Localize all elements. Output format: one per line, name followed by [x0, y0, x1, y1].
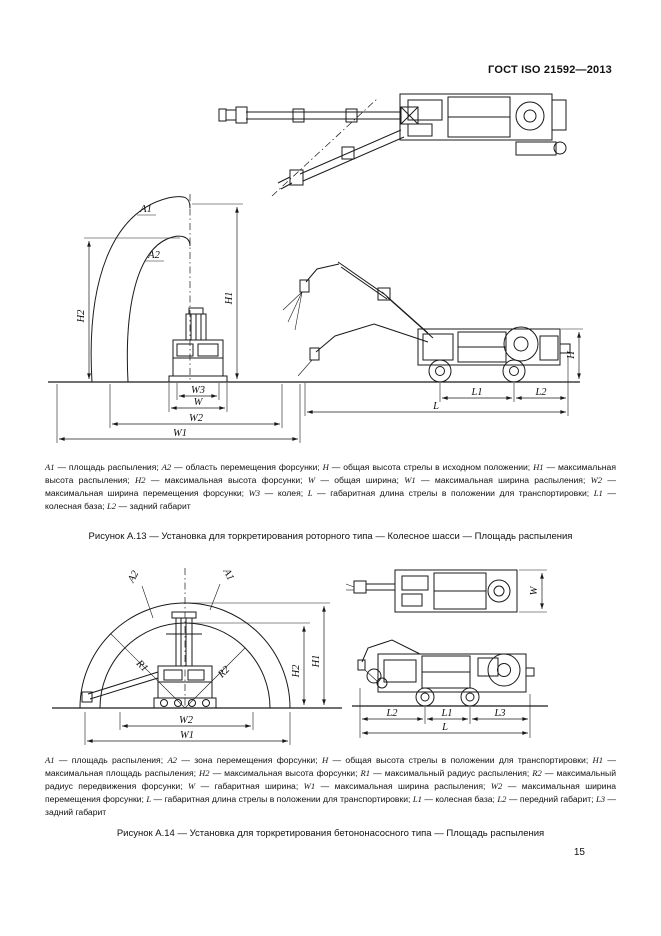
legend-desc: — задний габарит	[116, 500, 191, 511]
spray-area-profile-a13	[91, 194, 190, 382]
machine-side-view-a13	[283, 262, 570, 382]
dim-label-w2-a13: W2	[189, 413, 203, 424]
dim-label-w-a14: W	[529, 586, 540, 596]
legend-desc: — максимальная высота форсунки;	[209, 767, 361, 778]
figure-a13-caption: Рисунок А.13 — Установка для торкретирования роторного типа — Колесное шасси — Площадь распыления	[88, 531, 573, 542]
page-header: ГОСТ ISO 21592—2013	[488, 64, 612, 76]
width-dimensions-a13	[57, 383, 300, 443]
figure-a14-caption: Рисунок А.14 — Установка для торкретирования бетононасосного типа — Площадь распыления	[116, 828, 545, 839]
legend-desc: — общая ширина;	[315, 474, 405, 485]
dim-label-h2-a14: H2	[291, 664, 302, 678]
legend-desc: — общая высота стрелы в исходном положении;	[328, 462, 534, 472]
dim-label-w2-a14: W2	[179, 715, 193, 726]
dim-label-w-a13: W	[193, 397, 203, 408]
legend-desc: — максимальная ширина перемещения форсунки;	[45, 474, 616, 498]
dim-label-l2-a13: L2	[535, 387, 547, 398]
tunnel-profile-a14	[52, 568, 342, 708]
legend-desc: — область перемещения форсунки;	[171, 462, 323, 472]
legend-term: W2	[490, 780, 503, 791]
legend-term: R1	[360, 767, 371, 778]
dim-label-l-a14: L	[442, 722, 448, 733]
legend-desc: — габаритная длина стрелы в положении для транспортировки;	[151, 793, 413, 804]
dim-label-w3-a13: W3	[191, 385, 205, 396]
legend-desc: — габаритная ширина;	[195, 780, 304, 791]
legend-desc: — габаритная длина стрелы в положении для транспортировки;	[312, 487, 594, 498]
legend-term: H2	[135, 474, 146, 485]
dim-label-l3-a14: L3	[494, 708, 506, 719]
legend-desc: — колея;	[260, 487, 308, 498]
machine-top-view-a13	[219, 94, 566, 196]
legend-desc: — площадь распыления;	[54, 462, 162, 472]
dim-label-a2-a13: A2	[148, 250, 160, 261]
legend-term: W	[188, 780, 196, 791]
dim-label-l-a13: L	[433, 401, 439, 412]
dim-label-h1-a13: H1	[224, 291, 235, 305]
legend-term: H1	[592, 755, 604, 765]
dim-label-h1-a14: H1	[311, 654, 322, 668]
dim-label-l1-a13: L1	[471, 387, 483, 398]
legend-term: A1	[45, 755, 55, 765]
legend-term: R2	[532, 767, 542, 778]
legend-term: H	[322, 462, 329, 472]
legend-term: L1	[412, 793, 422, 804]
dim-label-l1-a14: L1	[441, 708, 453, 719]
height-dimensions-a14	[186, 603, 330, 705]
legend-term: W2	[590, 474, 603, 485]
dim-label-w1-a13: W1	[173, 428, 187, 439]
legend-desc: — максимальный радиус распыления;	[370, 767, 533, 778]
legend-term: L	[307, 487, 313, 498]
dim-label-a2-a14: A2	[126, 569, 142, 585]
legend-desc: — максимальная высота распыления;	[45, 462, 616, 485]
legend-term: W3	[248, 487, 261, 498]
machine-top-view-a14	[346, 570, 517, 612]
legend-term: L1	[593, 487, 603, 498]
legend-desc: — зона перемещения форсунки;	[176, 755, 322, 765]
machine-side-view-a14	[352, 640, 548, 706]
dim-label-h2-a13: H2	[76, 309, 87, 323]
legend-desc: — колесная база;	[421, 793, 498, 804]
legend-term: W1	[303, 780, 316, 791]
legend-desc: — максимальная ширина перемещения форсунки;	[45, 780, 616, 804]
overall-width-dimension-a14	[519, 570, 547, 612]
legend-desc: — максимальная ширина распыления;	[415, 474, 591, 485]
figure-a13-legend	[45, 461, 616, 513]
legend-term: H	[321, 755, 329, 765]
legend-desc: — максимальная высота форсунки;	[145, 474, 308, 485]
legend-desc: — максимальный радиус передвижения форсунки;	[45, 767, 617, 791]
profile-area-labels-a13	[137, 204, 164, 261]
width-dimensions-a14	[85, 712, 290, 745]
machine-front-view-a14	[82, 612, 216, 708]
dim-label-r1-a14: R1	[133, 658, 150, 675]
dim-label-h-a13: H	[566, 351, 577, 359]
legend-term: L2	[107, 500, 117, 511]
dim-label-a1-a14: A1	[220, 567, 236, 583]
legend-desc: — задний габарит	[45, 793, 617, 817]
legend-desc: — колесная база;	[45, 487, 616, 511]
legend-desc: — общая высота стрелы в положении для транспортировки;	[328, 755, 593, 765]
legend-term: W1	[404, 474, 416, 485]
legend-term: L	[146, 793, 152, 804]
legend-term: A2	[161, 462, 172, 472]
legend-term: A1	[45, 462, 55, 472]
dim-label-w1-a14: W1	[180, 730, 194, 741]
legend-desc: — передний габарит;	[506, 793, 596, 804]
legend-term: H1	[533, 462, 544, 472]
legend-desc: — площадь распыления;	[54, 755, 168, 765]
legend-term: L2	[497, 793, 507, 804]
legend-term: A2	[167, 755, 177, 765]
dim-label-r2-a14: R2	[216, 664, 233, 681]
page-number: 15	[573, 847, 585, 858]
legend-desc: — максимальная ширина распыления;	[315, 780, 491, 791]
legend-term: W	[307, 474, 316, 485]
legend-term: H2	[199, 767, 210, 778]
length-dimensions-a14	[360, 688, 530, 738]
legend-term: L3	[595, 793, 606, 804]
dim-label-l2-a14: L2	[386, 708, 398, 719]
legend-desc: — максимальная площадь распыления;	[45, 755, 616, 778]
figure-a13-drawing	[40, 86, 620, 466]
figure-a14-legend	[45, 754, 616, 818]
dim-label-a1-a13: A1	[140, 204, 152, 215]
machine-front-view-a13	[169, 308, 227, 382]
